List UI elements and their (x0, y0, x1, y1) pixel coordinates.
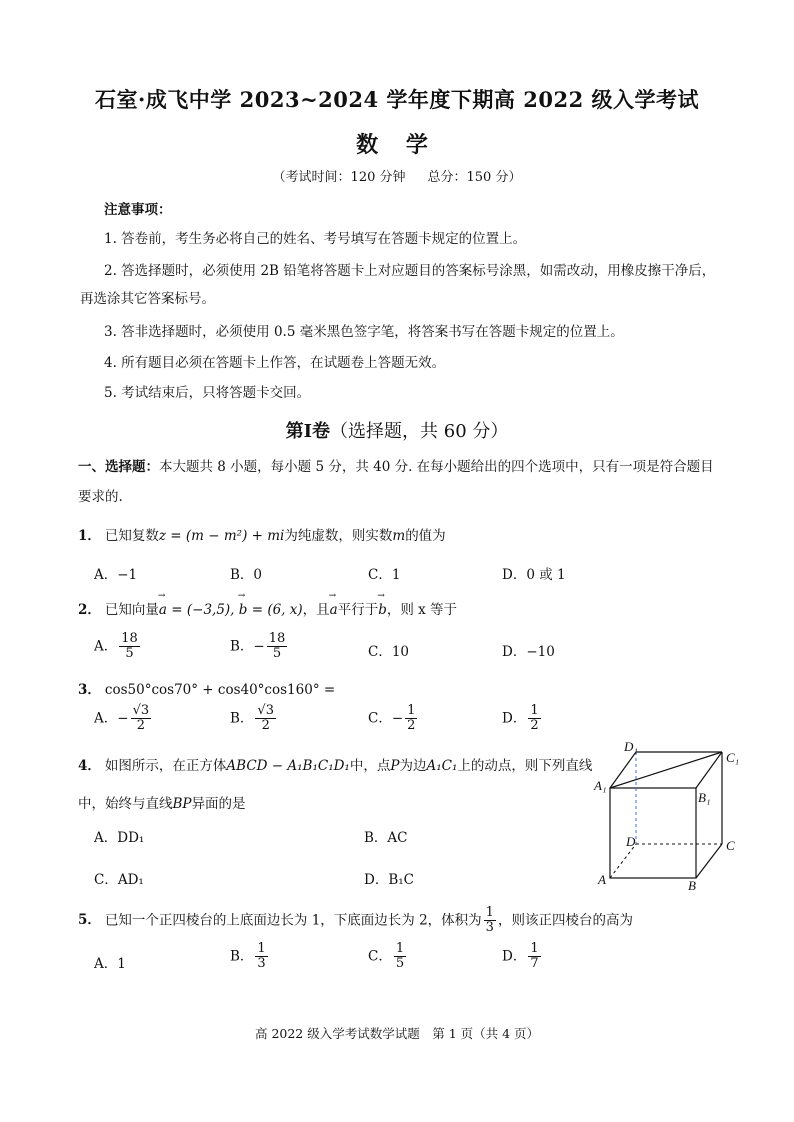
q3-option-c-sign: − (391, 710, 404, 727)
note-1: 1. 答卷前，考生务必将自己的姓名、考号填写在答题卡规定的位置上。 (104, 231, 527, 247)
note-2: 2. 答选择题时，必须使用 2B 铅笔将答题卡上对应题目的答案标号涂黑，如需改动，用橡皮擦干净后，再选涂其它答案标号。 (80, 263, 716, 307)
part1-desc: 本大题共 8 小题，每小题 5 分，共 40 分. 在每小题给出的四个选项中，只有一项是符合题目要求的. (78, 459, 714, 505)
q3-option-a-label: A． (94, 710, 118, 727)
q5-option-c-num: 1 (395, 941, 405, 956)
note-4: 4. 所有题目必须在答题卡上作答，在试题卷上答题无效。 (104, 355, 446, 371)
q1-option-c: C．1 (368, 567, 401, 583)
q2-option-a-num: 18 (121, 631, 138, 646)
q3-option-a (94, 704, 153, 734)
q5-volume-den: 3 (485, 920, 494, 936)
exam-time: （考试时间：120 分钟 (272, 170, 406, 185)
q2-vector-b: → b (239, 602, 248, 618)
q4-text-1: 如图所示，在正方体 (104, 758, 227, 774)
q5-text-post: ，则该正四棱台的高为 (497, 912, 633, 929)
q5-option-d-num: 1 (530, 941, 539, 956)
q3-option-b-label: B． (230, 710, 254, 727)
edge-a1d1 (610, 752, 636, 788)
section-label: 第Ⅰ卷 (285, 421, 331, 442)
q3-number: 3． (78, 682, 101, 698)
part1-instructions (78, 452, 726, 512)
q2-text-parallel: 平行于 (337, 602, 379, 618)
q1-option-b: B．0 (230, 567, 263, 583)
q3-option-a-num: √3 (132, 703, 150, 718)
edge-b1c1 (696, 752, 722, 788)
q2-option-b-fraction (267, 632, 288, 662)
q3-option-c-label: C． (368, 710, 392, 727)
q4-line-bp: BP (172, 796, 192, 812)
note-3: 3. 答非选择题时，必须使用 0.5 毫米黑色签字笔，将答案书写在答题卡规定的位置上。 (104, 324, 624, 340)
q1-text-pre: 已知复数 (104, 528, 159, 544)
q2-option-b (230, 632, 289, 662)
q3-option-c-den: 2 (407, 718, 416, 734)
q4-cube: ABCD − A₁B₁C₁D₁ (226, 758, 350, 774)
q2-number: 2． (78, 602, 101, 618)
q3-expression: cos50°cos70° + cos40°cos160° = (104, 682, 336, 698)
q5-option-b-fraction (255, 942, 267, 972)
q2-vector-a-ref: → a (330, 602, 338, 618)
q2-option-b-sign: − (253, 638, 265, 655)
q4-number: 4． (78, 758, 101, 774)
q2-option-a-den: 5 (125, 646, 134, 662)
q4-text-6: 异面的是 (191, 796, 246, 812)
q1-text-end: 的值为 (405, 528, 446, 544)
label-d: D (626, 834, 636, 849)
q2-option-a-fraction (119, 632, 140, 662)
q2-option-d: D．−10 (502, 644, 555, 660)
section-subtitle: （选择题，共 60 分） (330, 421, 509, 442)
exam-score: 总分：150 分） (427, 170, 522, 185)
q2-text-mid: ，且 (302, 602, 330, 618)
edge-bc (696, 844, 722, 878)
q5-option-c-label: C． (368, 948, 392, 965)
part1-label: 一、选择题： (78, 459, 159, 475)
q4-option-c: C．AD₁ (94, 872, 144, 888)
q2-vector-b-ref: → b (378, 602, 387, 618)
q3-option-b-den: 2 (261, 718, 270, 734)
q2-option-b-den: 5 (272, 646, 282, 662)
q2-option-a-label: A． (94, 638, 118, 655)
q4-point-p: P (390, 758, 400, 774)
question-1 (78, 524, 446, 544)
q2-option-c: C．10 (368, 644, 410, 660)
q2-vector-a: → a (159, 602, 167, 618)
page-footer: 高 2022 级入学考试数学试题 第 1 页（共 4 页） (254, 1026, 540, 1041)
q3-option-a-fraction (131, 704, 152, 734)
q2-vector-a-value: = (−3,5), (166, 602, 239, 618)
q5-option-b-label: B． (230, 948, 254, 965)
q5-volume-fraction (484, 906, 496, 936)
q1-option-d: D．0 或 1 (502, 567, 566, 583)
q4-text-5: 中，始终与直线 (78, 796, 173, 812)
q5-text-pre: 已知一个正四棱台的上底面边长为 1，下底面边长为 2，体积为 (104, 912, 482, 929)
q1-expression: z = (m − m²) + mi (158, 528, 285, 544)
label-a1: A₁ (594, 778, 607, 793)
note-5: 5. 考试结束后，只将答题卡交回。 (104, 385, 311, 401)
q4-option-a: A．DD₁ (94, 830, 145, 846)
label-a: A (598, 872, 606, 887)
question-3 (78, 678, 335, 698)
q5-option-d (502, 942, 543, 972)
exam-title: 石室·成飞中学 2023~2024 学年度下期高 2022 级入学考试 (95, 87, 699, 112)
edge-ad-hidden (610, 844, 636, 878)
question-2 (78, 598, 457, 618)
label-c1: C₁ (726, 750, 740, 765)
cube-front-face (610, 788, 696, 878)
q3-option-c-fraction (405, 704, 417, 734)
label-d1: D₁ (624, 739, 638, 754)
diagonal-a1c1 (610, 752, 722, 788)
q5-option-d-label: D． (502, 948, 527, 965)
q3-option-d-den: 2 (530, 718, 539, 734)
q5-number: 5． (78, 912, 101, 929)
q5-volume-num: 1 (485, 905, 494, 920)
label-c: C (726, 838, 735, 853)
q5-option-b-num: 1 (257, 941, 266, 956)
q3-option-a-sign: − (117, 710, 129, 727)
q1-variable: m (392, 528, 406, 544)
question-5 (78, 906, 633, 936)
q3-option-d-num: 1 (530, 703, 539, 718)
q3-option-b (230, 704, 278, 734)
q2-text-pre: 已知向量 (104, 602, 159, 618)
q5-option-a: A．1 (94, 956, 126, 972)
q3-option-c-num: 1 (407, 703, 416, 718)
q5-option-d-fraction (528, 942, 540, 972)
q1-option-a: A．−1 (94, 567, 138, 583)
cube-figure (588, 738, 748, 898)
subject-title: 数 学 (356, 132, 438, 158)
q4-text-3: 为边 (399, 758, 427, 774)
q2-option-a (94, 632, 142, 662)
q4-edge: A₁C₁ (426, 758, 458, 774)
q2-text-post: ，则 x 等于 (386, 602, 458, 618)
q3-option-d (502, 704, 543, 734)
q1-number: 1． (78, 528, 101, 544)
q5-option-c-fraction (394, 942, 406, 972)
q2-option-b-label: B． (230, 638, 254, 655)
q4-option-d: D．B₁C (364, 872, 414, 888)
q5-option-c-den: 5 (395, 956, 405, 972)
q3-option-c (368, 704, 419, 734)
question-4-line-2 (78, 792, 246, 812)
q1-text-post: 为纯虚数，则实数 (284, 528, 393, 544)
exam-info (0, 166, 794, 185)
q3-option-b-fraction (255, 704, 276, 734)
q5-option-c (368, 942, 408, 972)
question-4 (78, 754, 593, 774)
q4-text-4: 上的动点，则下列直线 (457, 758, 593, 774)
q4-option-b: B．AC (364, 830, 408, 846)
q5-option-b (230, 942, 270, 972)
q2-vector-b-value: = (6, x) (247, 602, 303, 618)
notes-heading: 注意事项： (104, 202, 172, 218)
label-b: B (688, 878, 696, 893)
q2-option-b-num: 18 (268, 631, 286, 646)
q3-option-b-num: √3 (257, 703, 274, 718)
q3-option-d-label: D． (502, 710, 527, 727)
q3-option-d-fraction (528, 704, 540, 734)
section-title (0, 417, 794, 443)
q4-text-2: 中，点 (349, 758, 391, 774)
label-b1: B₁ (698, 790, 711, 805)
q5-option-d-den: 7 (530, 956, 539, 972)
q3-option-a-den: 2 (136, 718, 145, 734)
q5-option-b-den: 3 (257, 956, 266, 972)
